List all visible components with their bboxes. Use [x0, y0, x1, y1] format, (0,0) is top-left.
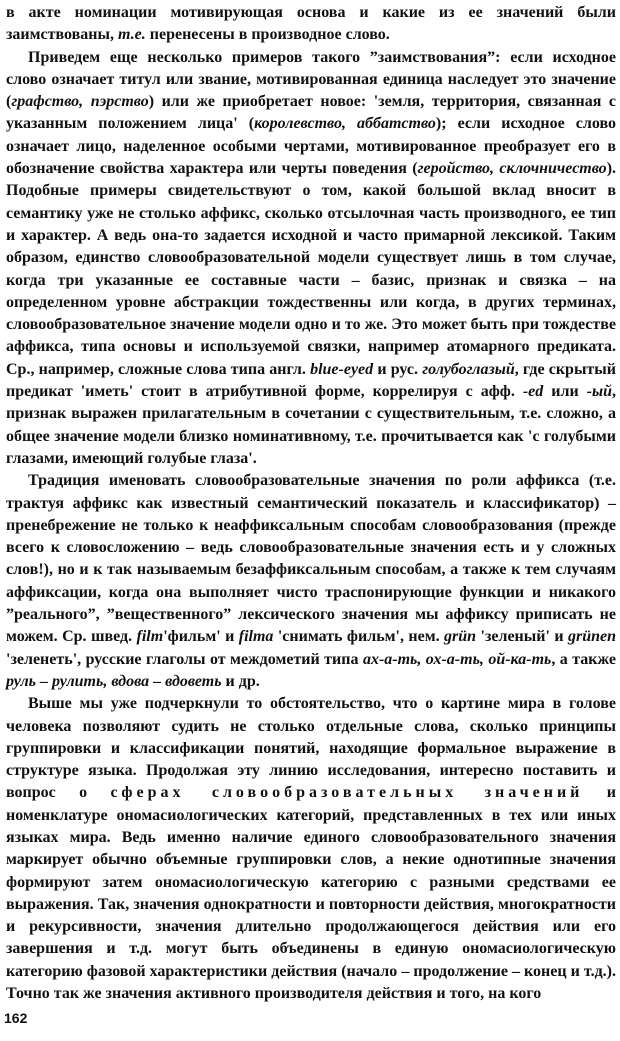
italic-term: ах-а-ть, ох-а-ть, ой-ка-ть — [362, 650, 552, 668]
text-run: , а также — [551, 650, 617, 668]
italic-term: геройство, склочничество — [417, 160, 607, 178]
italic-term: королевство, аббатство — [254, 115, 436, 133]
italic-term: руль – рулить, вдова – вдоветь — [6, 672, 222, 690]
text-run: Выше мы уже подчеркнули то обстоятельство, что о картине мира в голове человека позволяют судить не столько отдельные слова, сколько принципы группировки и классификации понятий, находящие формальное выражение в структуре языка. Продолжая эту линию исследования, интересно поставить и вопрос о — [6, 695, 616, 802]
italic-term: -ed — [522, 383, 544, 401]
italic-term: filma — [238, 628, 274, 646]
text-run: 'зеленеть', русские глаголы от междометий типа — [6, 650, 363, 668]
text-run: Приведем еще несколько примеров такого ”заимствования”: если исходное слово означает титул или звание, мотивированная единица наследует это значение ( — [6, 48, 616, 111]
text-run: и рус. — [373, 360, 423, 378]
text-run: ) или же приобретает новое: 'земля, территория, связанная с указанным положением лица' ( — [6, 93, 616, 133]
italic-term: графство, пэрство — [11, 93, 149, 111]
paragraph — [6, 47, 616, 471]
text-run: ); если исходное слово означает лицо, наделенное особыми чертами, мотивированное преобразует его в обозначение свойства характера или черты поведения ( — [6, 115, 617, 178]
italic-term: grün — [444, 628, 477, 646]
text-run: 'фильм' и — [163, 628, 239, 646]
page-body — [6, 2, 616, 1005]
paragraph — [6, 693, 616, 1005]
text-run: , где скрытый предикат 'иметь' стоит в атрибутивной форме, коррелируя с афф. — [6, 360, 617, 401]
text-run: ). Подобные примеры свидетельствуют о том, какой большой вклад вносит в семантику уже не столько аффикс, сколько отсылочная часть производного, ее тип и характер. А ведь она-то задается исходной и часто примарной лексикой. Таким образом, единство словообразовательной модели существует лишь в том случае, когда три указанные ее составные части – базис, признак и связка – на определенном уровне абстракции тождественны или когда, в других терминах, словообразовательное значение модели одно и то же. Это может быть при тождестве аффикса, типа основы и используемой связки, например атомарного предиката. Ср., например, сложные слова типа англ. — [6, 160, 617, 378]
italic-term: film — [136, 628, 164, 646]
italic-term: голубоглазый — [422, 360, 515, 378]
italic-term: blue-eyed — [310, 360, 374, 378]
text-run: в акте номинации мотивирующая основа и какие из ее значений были заимствованы, — [6, 4, 616, 44]
italic-term: т.е. — [118, 26, 146, 44]
italic-term: -ый — [586, 383, 612, 401]
text-run: 'зеленый' и — [476, 628, 568, 646]
page-number: 162 — [4, 1010, 28, 1026]
text-run: , признак выражен прилагательным в сочетании с существительным, т.е. сложно, а общее значение модели близко номинативному, т.е. прочитывается как 'с голубыми глазами, имеющий голубые глаза'. — [6, 383, 616, 467]
spaced-term: сферах словообразовательных значений — [110, 784, 584, 802]
text-run: перенесены в производное слово. — [145, 26, 390, 44]
italic-term: grünen — [567, 628, 616, 646]
text-run: 'снимать фильм', нем. — [273, 628, 445, 646]
paragraph — [6, 2, 616, 47]
text-run: и номенклатуре ономасиологических категорий, представленных в тех или иных языках мира. Ведь именно наличие единого словообразовательного значения маркирует обычно объемные группировки слов, а некие однотипные значения формируют затем ономасиологическую категорию с разными средствами ее выражения. Так, значения однократности и повторности действия, многократности и рекурсивности, значения длительно продолжающегося действия или его завершения и т.д. могут быть объединены в единую ономасиологическую категорию фазовой характеристики действия (начало – продолжение – конец и т.д.). Точно так же значения активного производителя действия и того, на кого — [6, 784, 617, 1003]
text-run: Традиция именовать словообразовательные значения по роли аффикса (т.е. трактуя аффикс как известный семантический показатель и классификатор) – пренебрежение не только к неаффиксальным способам словообразования (прежде всего к словосложению – ведь словообразовательные значения есть и у сложных слов!), но и к так называемым безаффиксальным способам, а также к тем случаям аффиксации, когда она выполняет чисто траспонирующие функции и никакого ”реального”, ”вещественного” лексического значения мы аффиксу приписать не можем. Ср. швед. — [6, 472, 616, 646]
paragraph — [6, 470, 616, 693]
text-run: или — [543, 383, 587, 401]
text-run: и др. — [221, 672, 260, 690]
